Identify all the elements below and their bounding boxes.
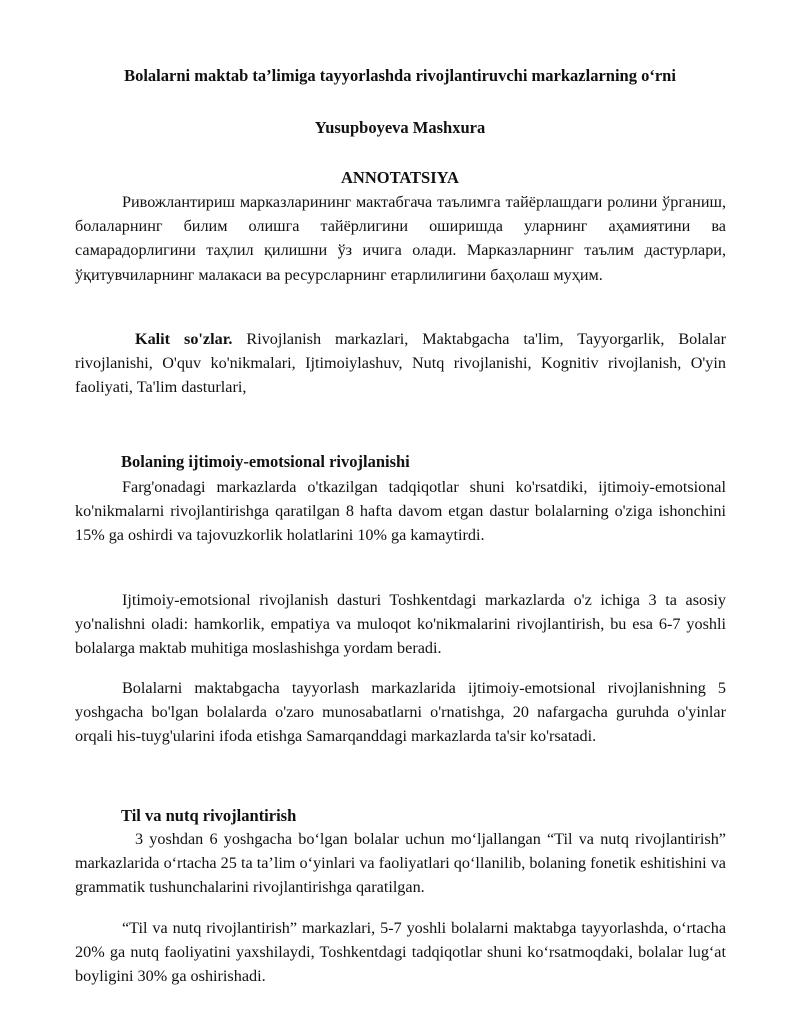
author-name: Yusupboyeva Mashxura [314, 118, 486, 137]
section2-paragraph-2: “Til va nutq rivojlantirish” markazlari, 5-7 yoshli bolalarni maktabga tayyorlashda, o‘rtacha 20% ga nutq faoliyatini yaxshilaydi, Toshkentdagi tadqiqotlar shuni ko‘rsatmoqdaki, bolalar lug‘at boyligini 30% ga oshirishadi. [75, 919, 726, 986]
annotation-heading: ANNOTATSIYA [341, 168, 459, 187]
section1-heading: Bolaning ijtimoiy-emotsional rivojlanishi [121, 452, 410, 471]
keywords-label: Kalit so'zlar. [135, 330, 233, 348]
annotation-text: Ривожлантириш марказларининг мактабгача таълимга тайёрлашдаги ролини ўрганиш, болаларнинг билим олишга тайёрлигини оширишда уларнинг аҳамиятини ва самарадорлигини таҳлил қилишни ўз ичига олади. Марказларнинг таълим дастурлари, ўқитувчиларнинг малакаси ва ресурсларнинг етарлилигини баҳолаш муҳим. [75, 193, 726, 284]
section1-paragraph-2: Ijtimoiy-emotsional rivojlanish dasturi Toshkentdagi markazlarda o'z ichiga 3 ta asosiy yo'nalishni oladi: hamkorlik, empatiya va muloqot ko'nikmalarini rivojlantirish, bu esa 6-7 yoshli bolalarga maktab muhitiga moslashishga yordam beradi. [75, 591, 726, 658]
section2-heading: Til va nutq rivojlantirish [121, 806, 297, 825]
keywords-text: Rivojlanish markazlari, Maktabgacha ta'lim, Tayyorgarlik, Bolalar rivojlanishi, O'quv ko'nikmalari, Ijtimoiylashuv, Nutq rivojlanishi, Kognitiv rivojlanish, O'yin faoliyati, Ta'lim dasturlari, [75, 330, 727, 397]
section2-paragraph-1: 3 yoshdan 6 yoshgacha bo‘lgan bolalar uchun mo‘ljallangan “Til va nutq rivojlantirish” markazlarida o‘rtacha 25 ta ta’lim o‘yinlari va faoliyatlari qo‘llanilib, bolaning fonetik eshitishini va grammatik tushunchalarini rivojlantirishga qaratilgan. [75, 830, 726, 897]
document-title: Bolalarni maktab ta’limiga tayyorlashda rivojlantiruvchi markazlarning o‘rni [124, 66, 676, 85]
section1-paragraph-3: Bolalarni maktabgacha tayyorlash markazlarida ijtimoiy-emotsional rivojlanishning 5 yoshgacha bo'lgan bolalarda o'zaro munosabatlarni o'rnatishga, 20 nafargacha guruhda o'yinlar orqali his-tuyg'ularini ifoda etishga Samarqanddagi markazlarda ta'sir ko'rsatadi. [75, 679, 726, 746]
keywords-paragraph [75, 327, 726, 400]
section1-paragraph-1: Farg'onadagi markazlarda o'tkazilgan tadqiqotlar shuni ko'rsatdiki, ijtimoiy-emotsional ko'nikmalarni rivojlantirishga qaratilgan 8 hafta davom etgan dastur bolalarning o'ziga ishonchini 15% ga oshirdi va tajovuzkorlik holatlarini 10% ga kamaytirdi. [75, 478, 726, 545]
